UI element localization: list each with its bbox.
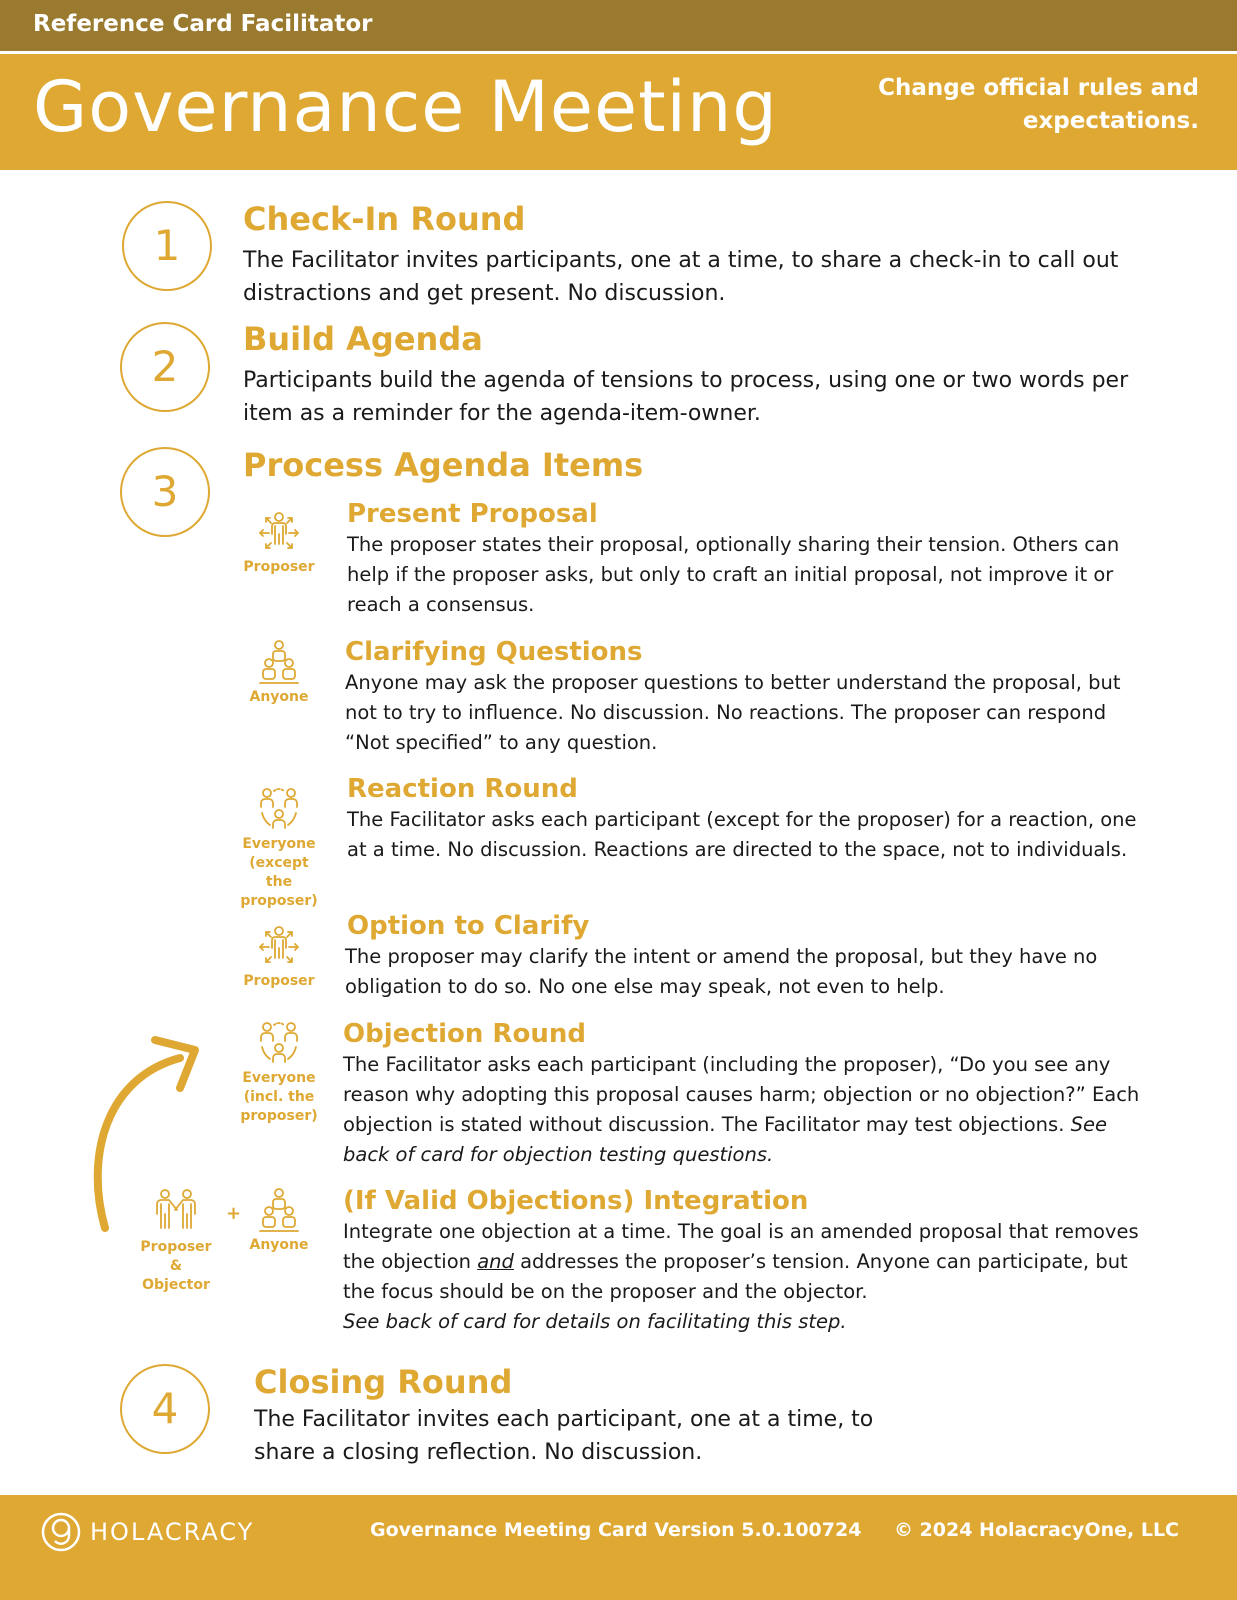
step-number-3: 3 xyxy=(120,447,210,537)
brand-name: HOLACRACY xyxy=(90,1518,255,1546)
top-bar xyxy=(0,0,1237,51)
role-label-line-2: (incl. the xyxy=(243,1089,315,1105)
anyone-icon xyxy=(254,638,304,688)
card-version: Governance Meeting Card Version 5.0.100724 xyxy=(370,1519,862,1541)
role-label: Proposer xyxy=(243,559,315,575)
role-label-line-1: Everyone xyxy=(242,1070,316,1086)
role-label-line-3: proposer) xyxy=(240,1108,318,1124)
copyright: © 2024 HolacracyOne, LLC xyxy=(893,1519,1179,1541)
emphasis-and: and xyxy=(477,1250,514,1273)
step-heading-closing-round: Closing Round xyxy=(254,1363,513,1401)
role-label: Anyone xyxy=(249,689,309,705)
substep-text-objection-round xyxy=(343,1050,1143,1170)
substep-text-clarifying-questions: Anyone may ask the proposer questions to better understand the proposal, but not to try to influence. No discussion. No reactions. The proposer can respond “Not specified” to any question. xyxy=(345,671,1121,754)
substep-heading-present-proposal: Present Proposal xyxy=(347,499,598,529)
role-proposer xyxy=(239,922,319,991)
substep-heading-objection-round: Objection Round xyxy=(343,1019,586,1049)
role-label: Proposer xyxy=(243,973,315,989)
body-text-b: addresses the proposer’s tension. Anyone can participate, but the focus should be on the proposer and the objector. xyxy=(343,1250,1128,1303)
role-label-line-1: Proposer & xyxy=(140,1239,212,1274)
step-heading-check-in: Check-In Round xyxy=(243,200,526,238)
substep-heading-reaction-round: Reaction Round xyxy=(347,774,578,804)
italic-note: See back of card for objection testing questions. xyxy=(343,1113,1107,1166)
role-proposer-objector xyxy=(136,1188,216,1295)
role-everyone-except xyxy=(239,785,319,911)
role-everyone-incl xyxy=(239,1019,319,1126)
holacracy-logo xyxy=(40,1511,254,1553)
role-anyone xyxy=(239,1186,319,1255)
role-label: Anyone xyxy=(249,1237,309,1253)
role-label-line-2: Objector xyxy=(142,1277,210,1293)
step-text-check-in: The Facilitator invites participants, one at a time, to share a check-in to call out distractions and get present. No discussion. xyxy=(243,248,1119,306)
step-heading-process-agenda: Process Agenda Items xyxy=(243,446,644,484)
everyone-icon xyxy=(254,785,304,835)
holacracy-logo-icon xyxy=(40,1511,82,1553)
step-number-1: 1 xyxy=(122,201,212,291)
everyone-icon xyxy=(254,1019,304,1069)
footer xyxy=(0,1495,1237,1600)
role-proposer xyxy=(239,508,319,577)
role-label-line-3: proposer) xyxy=(240,893,318,909)
step-number-2: 2 xyxy=(120,322,210,412)
card-type-label: Reference Card Facilitator xyxy=(33,11,373,37)
tagline: Change official rules and expectations. xyxy=(878,75,1199,134)
plus-sign: + xyxy=(226,1203,242,1224)
substep-text-option-to-clarify: The proposer may clarify the intent or amend the proposal, but they have no obligation to do so. No one else may speak, not even to help. xyxy=(345,945,1098,998)
body-text-a: Integrate one objection at a time. The goal is an amended proposal that removes the objection xyxy=(343,1220,1139,1273)
body-text: The Facilitator asks each participant (including the proposer), “Do you see any reason why adopting this proposal causes harm; objection or no objection?” Each objection is stated without discussion. The Facilitator may test objections. xyxy=(343,1053,1140,1136)
step-text-build-agenda: Participants build the agenda of tensions to process, using one or two words per item as a reminder for the agenda-item-owner. xyxy=(243,368,1129,426)
substep-text-reaction-round: The Facilitator asks each participant (except for the proposer) for a reaction, one at a time. No discussion. Reactions are directed to the space, not to individuals. xyxy=(347,808,1137,861)
role-anyone xyxy=(239,638,319,707)
step-number-4: 4 xyxy=(120,1364,210,1454)
substep-text-integration xyxy=(343,1217,1143,1337)
proposer-icon xyxy=(254,508,304,558)
anyone-icon xyxy=(254,1186,304,1236)
proposer-icon xyxy=(254,922,304,972)
substep-heading-option-to-clarify: Option to Clarify xyxy=(347,911,590,941)
substep-heading-clarifying-questions: Clarifying Questions xyxy=(345,637,643,667)
substep-heading-integration: (If Valid Objections) Integration xyxy=(343,1186,809,1216)
step-text-closing-round: The Facilitator invites each participant, one at a time, to share a closing reflection. No discussion. xyxy=(254,1407,874,1465)
substep-text-present-proposal: The proposer states their proposal, optionally sharing their tension. Others can help if the proposer asks, but only to craft an initial proposal, not improve it or reach a consensus. xyxy=(347,533,1120,616)
page-title: Governance Meeting xyxy=(33,66,778,148)
proposer-objector-icon xyxy=(151,1188,201,1238)
role-label-line-1: Everyone xyxy=(242,836,316,852)
italic-note: See back of card for details on facilitating this step. xyxy=(343,1310,847,1333)
step-heading-build-agenda: Build Agenda xyxy=(243,320,483,358)
hero-banner xyxy=(0,54,1237,170)
role-label-line-2: (except the xyxy=(249,855,309,890)
